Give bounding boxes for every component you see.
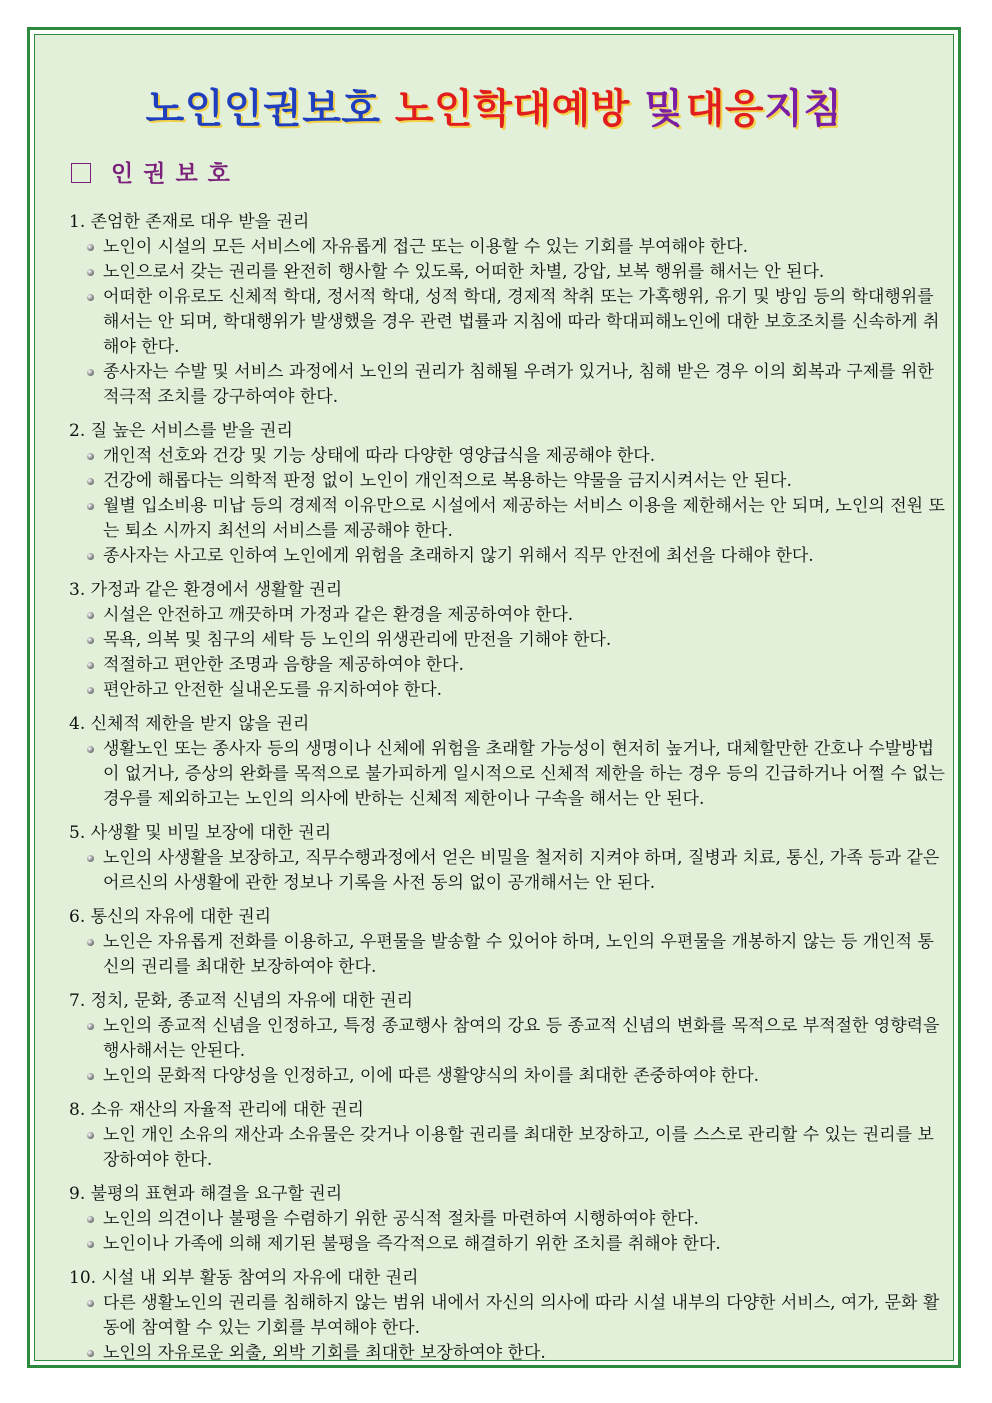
list-item-text: 편안하고 안전한 실내온도를 유지하여야 한다. — [103, 680, 443, 700]
bullet-dot-icon — [87, 939, 94, 946]
list-item — [69, 678, 949, 703]
list-item-text: 어떠한 이유로도 신체적 학대, 정서적 학대, 성적 학대, 경제적 착취 또는 가혹행위, 유기 및 방임 등의 학대행위를 해서는 안 되며, 학대행위가 발생했을 경우 관련 법률과 지침에 따라 학대피해노인에 대한 보호조치를 신속하게 취해야 한다. — [103, 287, 940, 357]
list-item — [69, 360, 949, 410]
rights-item-heading: 5. 사생활 및 비밀 보장에 대한 권리 — [69, 823, 332, 843]
list-item — [69, 494, 949, 544]
rights-item-heading: 2. 질 높은 서비스를 받을 권리 — [69, 421, 293, 441]
list-item-text: 다른 생활노인의 권리를 침해하지 않는 범위 내에서 자신의 의사에 따라 시설 내부의 다양한 서비스, 여가, 문화 활동에 참여할 수 있는 기회를 부여해야 한다. — [103, 1293, 940, 1338]
rights-item — [69, 712, 949, 812]
section-heading — [71, 155, 240, 188]
title-part-4: 대응 — [685, 86, 765, 132]
bullet-dot-icon — [87, 244, 94, 251]
rights-item — [69, 905, 949, 980]
list-item — [69, 544, 949, 569]
list-item-text: 노인이나 가족에 의해 제기된 불평을 즉각적으로 해결하기 위한 조치를 취해야 한다. — [103, 1234, 721, 1254]
title-part-5: 지침 — [764, 86, 843, 132]
rights-item — [69, 821, 949, 896]
bullet-dot-icon — [87, 1073, 94, 1080]
bullet-dot-icon — [87, 478, 94, 485]
bullet-dot-icon — [87, 294, 94, 301]
rights-item-heading: 6. 통신의 자유에 대한 권리 — [69, 907, 272, 927]
bullet-dot-icon — [87, 1216, 94, 1223]
bullet-dot-icon — [87, 1350, 94, 1357]
list-item — [69, 1291, 949, 1341]
rights-item — [69, 210, 949, 410]
bullet-dot-icon — [87, 1023, 94, 1030]
list-item-text: 종사자는 사고로 인하여 노인에게 위험을 초래하지 않기 위해서 직무 안전에 최선을 다해야 한다. — [103, 546, 814, 566]
rights-item-heading: 4. 신체적 제한을 받지 않을 권리 — [69, 714, 310, 734]
list-item-text: 목욕, 의복 및 침구의 세탁 등 노인의 위생관리에 만전을 기해야 한다. — [103, 630, 612, 650]
list-item-text: 노인의 자유로운 외출, 외박 기회를 최대한 보장하여야 한다. — [103, 1343, 546, 1363]
list-item-text: 생활노인 또는 종사자 등의 생명이나 신체에 위험을 초래할 가능성이 현저히 높거나, 대체할만한 간호나 수발방법이 없거나, 증상의 완화를 목적으로 불가피하게 일시적으로 신체적 제한을 하는 경우 등의 긴급하거나 어쩔 수 없는 경우를 제외하고는 노인의 의사에 반하는 신체적 제한이나 구속을 해서는 안 된다. — [103, 739, 945, 809]
bullet-dot-icon — [87, 1132, 94, 1139]
list-item-text: 시설은 안전하고 깨끗하며 가정과 같은 환경을 제공하여야 한다. — [103, 605, 574, 625]
bullet-dot-icon — [87, 855, 94, 862]
rights-item-heading: 8. 소유 재산의 자율적 관리에 대한 권리 — [69, 1100, 364, 1120]
list-item — [69, 603, 949, 628]
list-item — [69, 628, 949, 653]
title-part-1: 노인인권보호 — [145, 86, 381, 132]
list-item-text: 노인으로서 갖는 권리를 완전히 행사할 수 있도록, 어떠한 차별, 강압, 보복 행위를 해서는 안 된다. — [103, 262, 825, 282]
bullet-dot-icon — [87, 369, 94, 376]
list-item — [69, 1014, 949, 1064]
list-item-text: 노인의 문화적 다양성을 인정하고, 이에 따른 생활양식의 차이를 최대한 존중하여야 한다. — [103, 1066, 760, 1086]
rights-item — [69, 1266, 949, 1366]
list-item — [69, 1064, 949, 1089]
rights-item-heading: 1. 존엄한 존재로 대우 받을 권리 — [69, 212, 310, 232]
list-item-text: 건강에 해롭다는 의학적 판정 없이 노인이 개인적으로 복용하는 약물을 금지시켜서는 안 된다. — [103, 471, 792, 491]
list-item — [69, 846, 949, 896]
list-item — [69, 1207, 949, 1232]
bullet-dot-icon — [87, 687, 94, 694]
list-item — [69, 260, 949, 285]
list-item-text: 개인적 선호와 건강 및 기능 상태에 따라 다양한 영양급식을 제공해야 한다. — [103, 446, 656, 466]
rights-item-heading: 7. 정치, 문화, 종교적 신념의 자유에 대한 권리 — [69, 991, 414, 1011]
list-item — [69, 235, 949, 260]
rights-item-heading: 9. 불평의 표현과 해결을 요구할 권리 — [69, 1184, 343, 1204]
bullet-dot-icon — [87, 503, 94, 510]
rights-item — [69, 578, 949, 703]
list-item-text: 월별 입소비용 미납 등의 경제적 이유만으로 시설에서 제공하는 서비스 이용을 제한해서는 안 되며, 노인의 전원 또는 퇴소 시까지 최선의 서비스를 제공해야 한다. — [103, 496, 945, 541]
bullet-dot-icon — [87, 269, 94, 276]
list-item-text: 노인의 종교적 신념을 인정하고, 특정 종교행사 참여의 강요 등 종교적 신념의 변화를 목적으로 부적절한 영향력을 행사해서는 안된다. — [103, 1016, 940, 1061]
list-item — [69, 737, 949, 812]
title-part-3: 및 — [644, 86, 684, 132]
section-heading-label: 인권보호 — [111, 161, 240, 187]
list-item-text: 적절하고 편안한 조명과 음향을 제공하여야 한다. — [103, 655, 464, 675]
bullet-dot-icon — [87, 553, 94, 560]
bullet-dot-icon — [87, 746, 94, 753]
bullet-dot-icon — [87, 662, 94, 669]
list-item-text: 노인은 자유롭게 전화를 이용하고, 우편물을 발송할 수 있어야 하며, 노인의 우편물을 개봉하지 않는 등 개인적 통신의 권리를 최대한 보장하여야 한다. — [103, 932, 934, 977]
list-item-text: 종사자는 수발 및 서비스 과정에서 노인의 권리가 침해될 우려가 있거나, 침해 받은 경우 이의 회복과 구제를 위한 적극적 조치를 강구하여야 한다. — [103, 362, 934, 407]
document-panel — [34, 34, 954, 1361]
list-item — [69, 653, 949, 678]
list-item — [69, 1123, 949, 1173]
rights-item-heading: 3. 가정과 같은 환경에서 생활할 권리 — [69, 580, 343, 600]
list-item — [69, 285, 949, 360]
list-item — [69, 930, 949, 980]
title-part-2: 노인학대예방 — [394, 86, 630, 132]
document-border — [27, 27, 961, 1368]
list-item-text: 노인이 시설의 모든 서비스에 자유롭게 접근 또는 이용할 수 있는 기회를 부여해야 한다. — [103, 237, 749, 257]
checkbox-square-icon — [71, 163, 91, 183]
bullet-dot-icon — [87, 1241, 94, 1248]
list-item-text: 노인 개인 소유의 재산과 소유물은 갖거나 이용할 권리를 최대한 보장하고, 이를 스스로 관리할 수 있는 권리를 보장하여야 한다. — [103, 1125, 934, 1170]
list-item — [69, 1341, 949, 1366]
list-item-text: 노인의 사생활을 보장하고, 직무수행과정에서 얻은 비밀을 철저히 지켜야 하며, 질병과 치료, 통신, 가족 등과 같은 어르신의 사생활에 관한 정보나 기록을 사전 동의 없이 공개해서는 안 된다. — [103, 848, 940, 893]
rights-item — [69, 419, 949, 569]
rights-item — [69, 989, 949, 1089]
rights-item-heading: 10. 시설 내 외부 활동 참여의 자유에 대한 권리 — [69, 1268, 419, 1288]
bullet-dot-icon — [87, 453, 94, 460]
rights-item — [69, 1098, 949, 1173]
bullet-dot-icon — [87, 612, 94, 619]
rights-item — [69, 1182, 949, 1257]
list-item — [69, 444, 949, 469]
rights-list — [69, 210, 949, 1375]
bullet-dot-icon — [87, 1300, 94, 1307]
list-item — [69, 469, 949, 494]
list-item — [69, 1232, 949, 1257]
bullet-dot-icon — [87, 637, 94, 644]
list-item-text: 노인의 의견이나 불평을 수렴하기 위한 공식적 절차를 마련하여 시행하여야 한다. — [103, 1209, 699, 1229]
page-title — [35, 77, 953, 134]
